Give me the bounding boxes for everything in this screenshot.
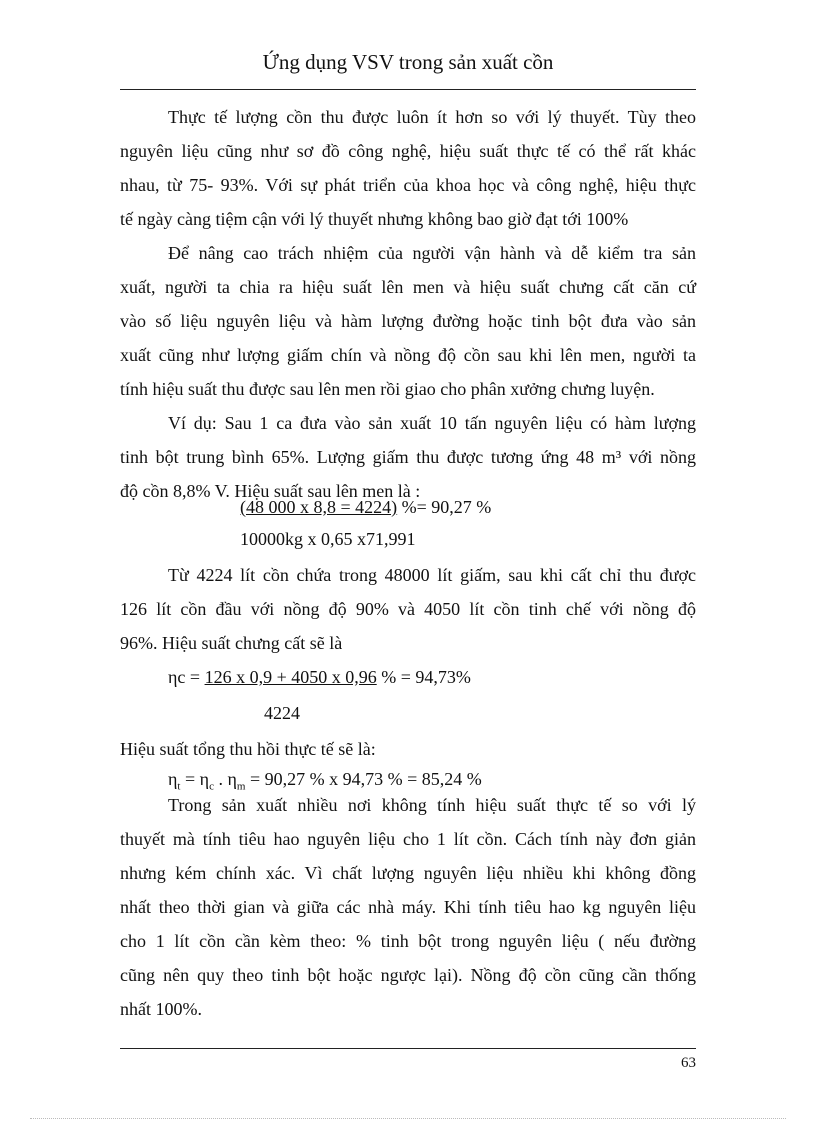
page-edge-divider [30, 1118, 786, 1119]
subscript: t [177, 780, 181, 793]
eq3-result: = 90,27 % x 94,73 % = 85,24 % [245, 769, 482, 789]
text-line: nhất 100%. [120, 999, 202, 1019]
eq2-result: % = 94,73% [381, 667, 471, 687]
eq1-numerator: (48 000 x 8,8 = 4224) [240, 497, 398, 517]
eq1-result: %= 90,27 % [401, 497, 492, 517]
eq2-denominator: 4224 [264, 703, 300, 723]
paragraph-3 [120, 406, 696, 508]
text-line: 126 lít cồn đầu với nồng độ 90% và 4050 lít cồn tinh chế với nồng độ [120, 599, 696, 619]
text-line: Từ 4224 lít cồn chứa trong 48000 lít giấm, sau khi cất chỉ thu được [168, 565, 696, 585]
paragraph-2 [120, 236, 696, 406]
distillation-efficiency-equation [168, 664, 471, 723]
eta-symbol: η [168, 769, 178, 789]
subscript: m [236, 780, 246, 793]
total-efficiency-intro: Hiệu suất tổng thu hồi thực tế sẽ là: [120, 739, 376, 759]
text-line: nguyên liệu cũng như sơ đồ công nghệ, hiệu suất thực tế có thể rất khác [120, 141, 696, 161]
text-line: xuất, người ta chia ra hiệu suất lên men và hiệu suất chưng cất căn cứ [120, 277, 696, 297]
eq1-denominator: 10000kg x 0,65 x71,991 [240, 529, 416, 549]
eq3-part: = η [180, 769, 210, 789]
text-line: tế ngày càng tiệm cận với lý thuyết nhưng không bao giờ đạt tới 100% [120, 209, 629, 229]
header-rule [120, 89, 696, 90]
main-text-top [120, 100, 696, 508]
page-number: 63 [681, 1055, 696, 1071]
text-line: 96%. Hiệu suất chưng cất sẽ là [120, 633, 343, 653]
text-line: Thực tế lượng cồn thu được luôn ít hơn so với lý thuyết. Tùy theo [168, 107, 696, 127]
text-line: Để nâng cao trách nhiệm của người vận hành và dễ kiểm tra sản [168, 243, 696, 263]
text-line: độ cồn 8,8% V. Hiệu suất sau lên men là : [120, 481, 421, 501]
eq2-lhs: ηc = [168, 667, 201, 687]
text-line: cho 1 lít cồn cần kèm theo: % tinh bột trong nguyên liệu ( nếu đường [120, 931, 696, 951]
paragraph-5 [120, 788, 696, 1026]
text-line: cũng nên quy theo tinh bột hoặc ngược lại). Nồng độ cồn cũng cần thống [120, 965, 696, 985]
text-line: tinh bột trung bình 65%. Lượng giấm thu được tương ứng 48 m³ với nồng [120, 447, 696, 467]
text-line: tính hiệu suất thu được sau lên men rồi giao cho phân xưởng chưng luyện. [120, 379, 655, 399]
text-line: vào số liệu nguyên liệu và hàm lượng đường hoặc tinh bột đưa vào sản [120, 311, 696, 331]
footer-rule [120, 1048, 696, 1049]
eq3-part: . η [213, 769, 237, 789]
text-line: xuất cũng như lượng giấm chín và nồng độ cồn sau khi lên men, người ta [120, 345, 696, 365]
page-header-title: Ứng dụng VSV trong sản xuất cồn [262, 50, 554, 74]
paragraph-4 [120, 558, 696, 660]
text-line: Ví dụ: Sau 1 ca đưa vào sản xuất 10 tấn nguyên liệu có hàm lượng [168, 413, 696, 433]
text-line: thuyết mà tính tiêu hao nguyên liệu cho 1 lít cồn. Cách tính này đơn giản [120, 829, 696, 849]
fermentation-efficiency-equation [240, 494, 492, 549]
text-line: Trong sản xuất nhiều nơi không tính hiệu suất thực tế so với lý [168, 795, 696, 815]
text-line: nhau, từ 75- 93%. Với sự phát triển của khoa học và công nghệ, hiệu thực [120, 175, 696, 195]
eq2-numerator: 126 x 0,9 + 4050 x 0,96 [204, 667, 377, 687]
text-line: nhưng kém chính xác. Vì chất lượng nguyên liệu nhiều khi không đồng [120, 863, 696, 883]
subscript: c [209, 780, 214, 793]
paragraph-1 [120, 100, 696, 236]
text-line: nhất theo thời gian và giữa các nhà máy. Khi tính tiêu hao kg nguyên liệu [120, 897, 696, 917]
